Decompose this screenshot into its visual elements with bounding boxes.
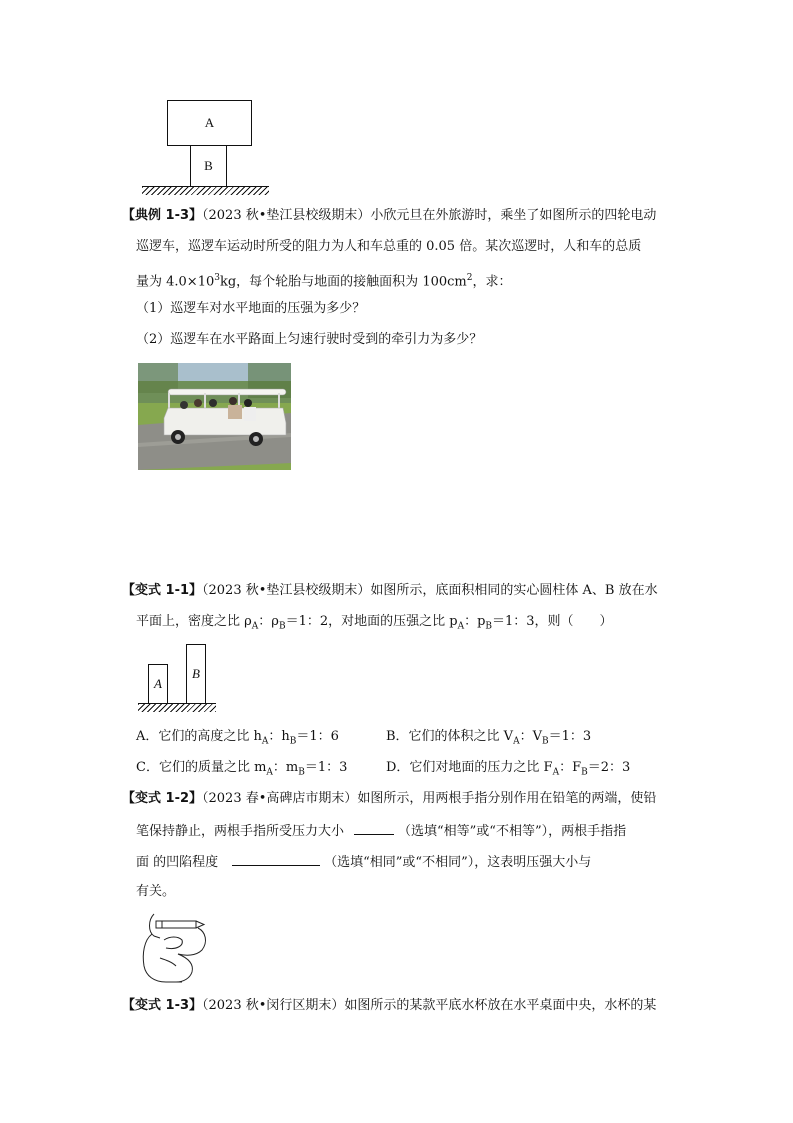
- figure-stacked-blocks: [140, 98, 270, 198]
- block-b-label: B: [204, 158, 213, 173]
- variant-1-2-line1: 【变式 1-2】（2023 春•高碑店市期末）如图所示，用两根手指分别作用在铅笔的两端，使铅: [122, 791, 657, 806]
- variant-1-2-line4: 有关。: [136, 884, 176, 899]
- answer-blank-1[interactable]: [354, 820, 394, 835]
- cylinder-b-label: B: [192, 666, 200, 681]
- example-1-3-question-2: （2）巡逻车在水平路面上匀速行驶时受到的牵引力为多少？: [136, 332, 483, 347]
- example-1-3-line1: 【典例 1-3】（2023 秋•垫江县校级期末）小欣元旦在外旅游时，乘坐了如图所示的四轮电动: [122, 208, 657, 223]
- variant-1-1-line1: 【变式 1-1】（2023 秋•垫江县校级期末）如图所示，底面积相同的实心圆柱体 A、B 放在水: [122, 583, 658, 598]
- block-a: [167, 100, 252, 146]
- cylinder-b: [186, 644, 206, 704]
- option-b[interactable]: B．它们的体积之比 $V_A$：$V_B=1$：3: [386, 729, 592, 747]
- patrol-cart-illustration: [138, 363, 291, 470]
- example-1-3-question-1: （1）巡逻车对水平地面的压强为多少？: [136, 301, 366, 316]
- option-a[interactable]: A．它们的高度之比 $h_A$：$h_B=1$：6: [136, 729, 339, 747]
- variant-1-2-line2: 笔保持静止，两根手指所受压力大小 （选填“相等”或“不相等”），两根手指指: [136, 820, 626, 842]
- example-1-3-tag: 【典例 1-3】: [122, 208, 203, 223]
- variant-1-1-line2: 平面上，密度之比 $\rho_A$：$\rho_B=1$：2，对地面的压强之比 $p_A$：$p_B=1$：3，则（ ）: [136, 614, 613, 632]
- block-b: [190, 145, 227, 187]
- cylinder-a-label: A: [154, 676, 162, 691]
- cylinder-ground-hatch: [138, 704, 216, 712]
- figure-cylinders: [136, 640, 216, 718]
- figure-hand-pencil: [136, 910, 214, 986]
- cylinder-a: [148, 664, 168, 704]
- variant-1-2-tag: 【变式 1-2】: [122, 791, 203, 806]
- patrol-cart-photo: [138, 363, 291, 470]
- ground-hatch: [142, 187, 269, 195]
- block-a-label: A: [204, 115, 215, 130]
- variant-1-3-tag: 【变式 1-3】: [122, 998, 203, 1013]
- example-1-3-line2: 巡逻车，巡逻车运动时所受的阻力为人和车总重的 0.05 倍。某次巡逻时，人和车的总质: [136, 239, 642, 254]
- variant-1-2-line3: 面 的凹陷程度 （选填“相同”或“不相同”），这表明压强大小与: [136, 851, 591, 873]
- example-1-3-line3: 量为 $4.0\times 10^3kg$，每个轮胎与地面的接触面积为 $100cm^2$，求：: [136, 273, 512, 290]
- hand-pencil-sketch: [136, 910, 214, 986]
- answer-blank-2[interactable]: [232, 851, 320, 866]
- variant-1-3-line1: 【变式 1-3】（2023 秋•闵行区期末）如图所示的某款平底水杯放在水平桌面中央，水杯的某: [122, 998, 657, 1013]
- variant-1-1-tag: 【变式 1-1】: [122, 583, 203, 598]
- option-c[interactable]: C．它们的质量之比 $m_A$：$m_B=1$：3: [136, 760, 348, 778]
- option-d[interactable]: D．它们对地面的压力之比 $F_A$：$F_B=2$：3: [386, 760, 631, 778]
